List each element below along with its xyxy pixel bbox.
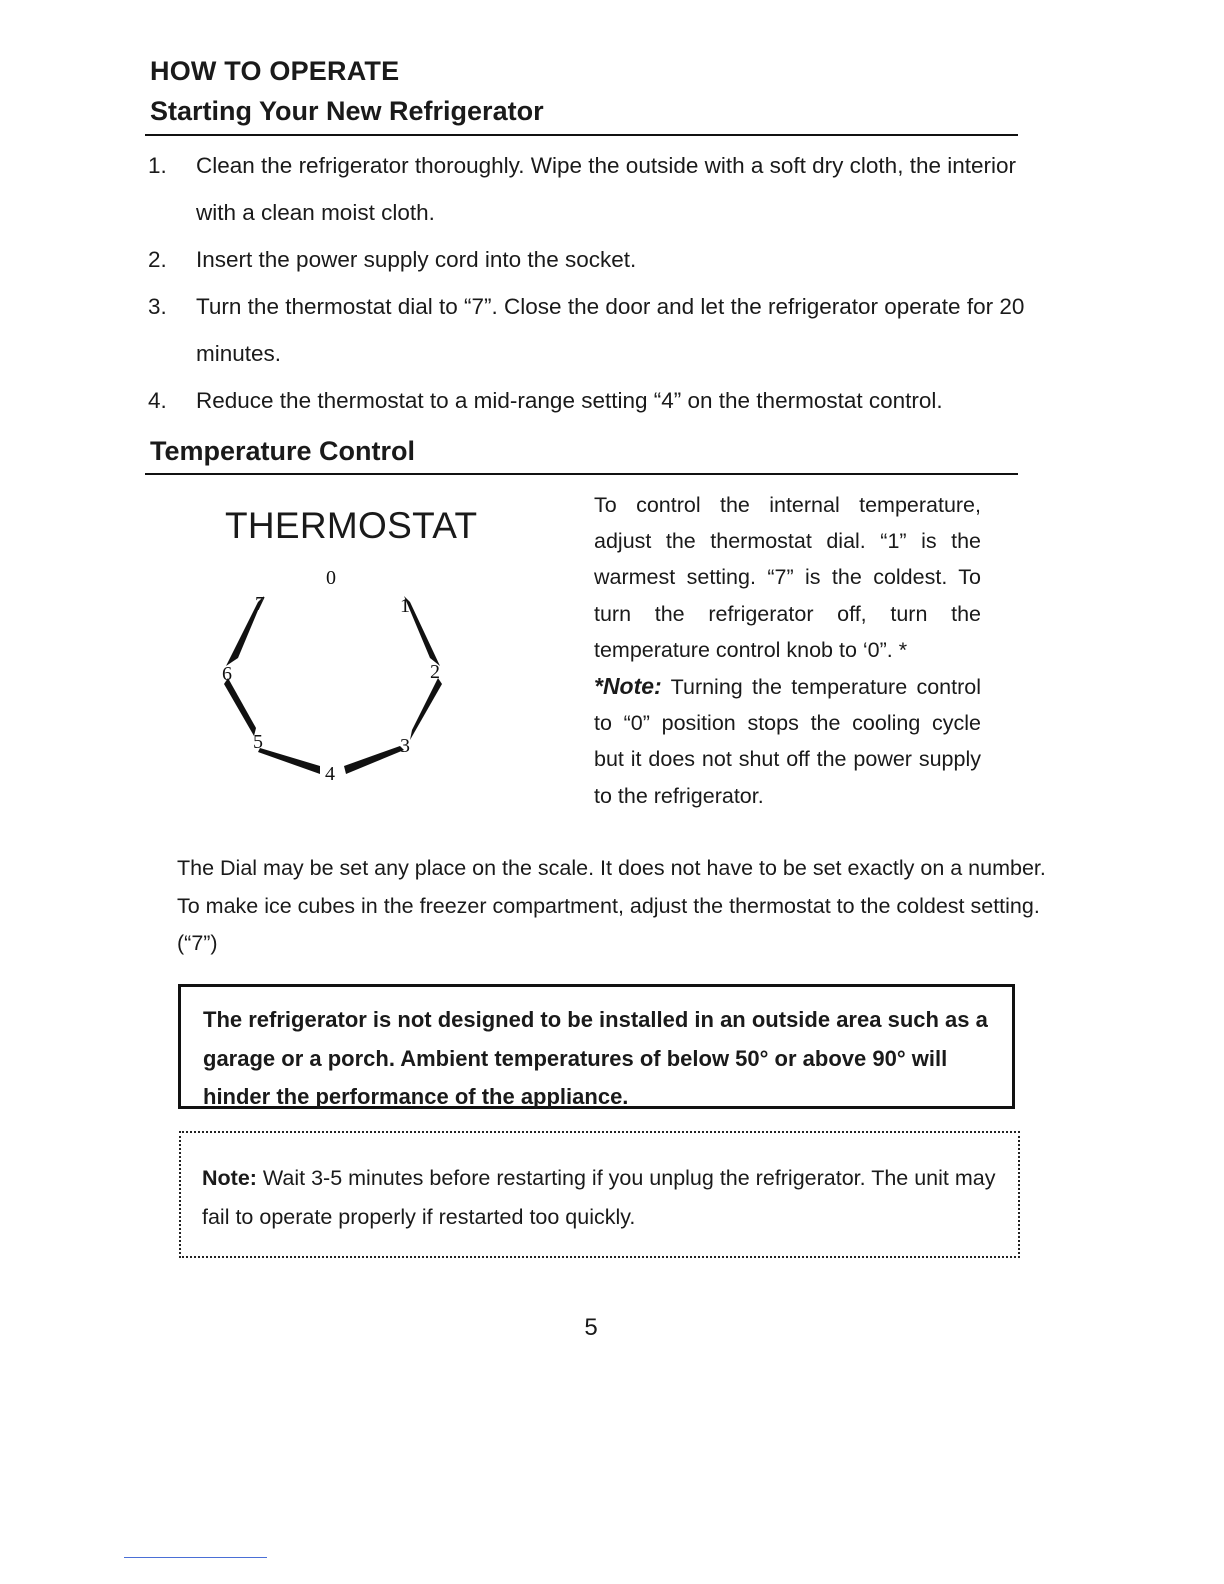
dial-label-1: 1 — [400, 595, 410, 617]
dial-label-3: 3 — [400, 735, 410, 757]
step-text: Reduce the thermostat to a mid-range setting “4” on the thermostat control. — [196, 388, 943, 413]
note-label: *Note: — [594, 673, 662, 700]
step-number: 1. — [148, 153, 167, 178]
dial-label-0: 0 — [326, 567, 336, 589]
note-box — [179, 1131, 1020, 1258]
subsection-title-starting: Starting Your New Refrigerator — [150, 96, 544, 126]
thermostat-figure-title: THERMOSTAT — [225, 505, 478, 546]
temperature-description-text: To control the internal temperature, adjust the thermostat dial. “1” is the warmest setting. “7” is the coldest. To turn the refrigerator off, turn the temperature control knob to ‘0”. * — [594, 493, 981, 662]
divider — [145, 473, 1018, 475]
list-item — [148, 236, 1028, 283]
note-box-text: Wait 3-5 minutes before restarting if you unplug the refrigerator. The unit may fail to operate properly if restarted too quickly. — [202, 1166, 996, 1229]
dial-label-7: 7 — [255, 593, 265, 615]
list-item — [148, 377, 1028, 424]
section-title: HOW TO OPERATE — [150, 56, 400, 86]
step-number: 3. — [148, 294, 167, 319]
note-box-label: Note: — [202, 1166, 257, 1190]
dial-label-6: 6 — [222, 663, 232, 685]
steps-list — [148, 142, 1028, 424]
page-number: 5 — [584, 1314, 598, 1341]
dial-paragraph: The Dial may be set any place on the scale. It does not have to be set exactly on a number. To make ice cubes in the freezer compartment, adjust the thermostat to the coldest setting. (“7”) — [177, 856, 1046, 955]
subsection-title-temperature: Temperature Control — [150, 436, 416, 466]
dial-wedge-5 — [258, 748, 320, 774]
dial-label-2: 2 — [430, 661, 440, 683]
footer-rule — [124, 1557, 267, 1558]
step-text: Turn the thermostat dial to “7”. Close the door and let the refrigerator operate for 20 minutes. — [196, 294, 1025, 366]
note-box-content — [202, 1159, 1014, 1237]
step-text: Clean the refrigerator thoroughly. Wipe the outside with a soft dry cloth, the interior with a clean moist cloth. — [196, 153, 1016, 225]
dial-wedge-2 — [410, 678, 442, 740]
step-text: Insert the power supply cord into the socket. — [196, 247, 637, 272]
note-text: Turning the temperature control to “0” position stops the cooling cycle but it does not shut off the power supply to the refrigerator. — [594, 675, 981, 808]
warning-text: The refrigerator is not designed to be installed in an outside area such as a garage or a porch. Ambient temperatures of below 50° or above 90° will hinder the performance of the appliance. — [203, 1007, 988, 1109]
list-item — [148, 283, 1028, 377]
warning-box — [178, 984, 1015, 1109]
list-item — [148, 142, 1028, 236]
step-number: 4. — [148, 388, 167, 413]
divider — [145, 134, 1018, 136]
dial-wedge-6 — [224, 678, 256, 736]
thermostat-dial-diagram — [200, 552, 470, 792]
temperature-description — [594, 487, 981, 814]
step-number: 2. — [148, 247, 167, 272]
dial-label-4: 4 — [325, 763, 335, 785]
dial-wedge-3 — [344, 746, 404, 774]
dial-label-5: 5 — [253, 731, 263, 753]
